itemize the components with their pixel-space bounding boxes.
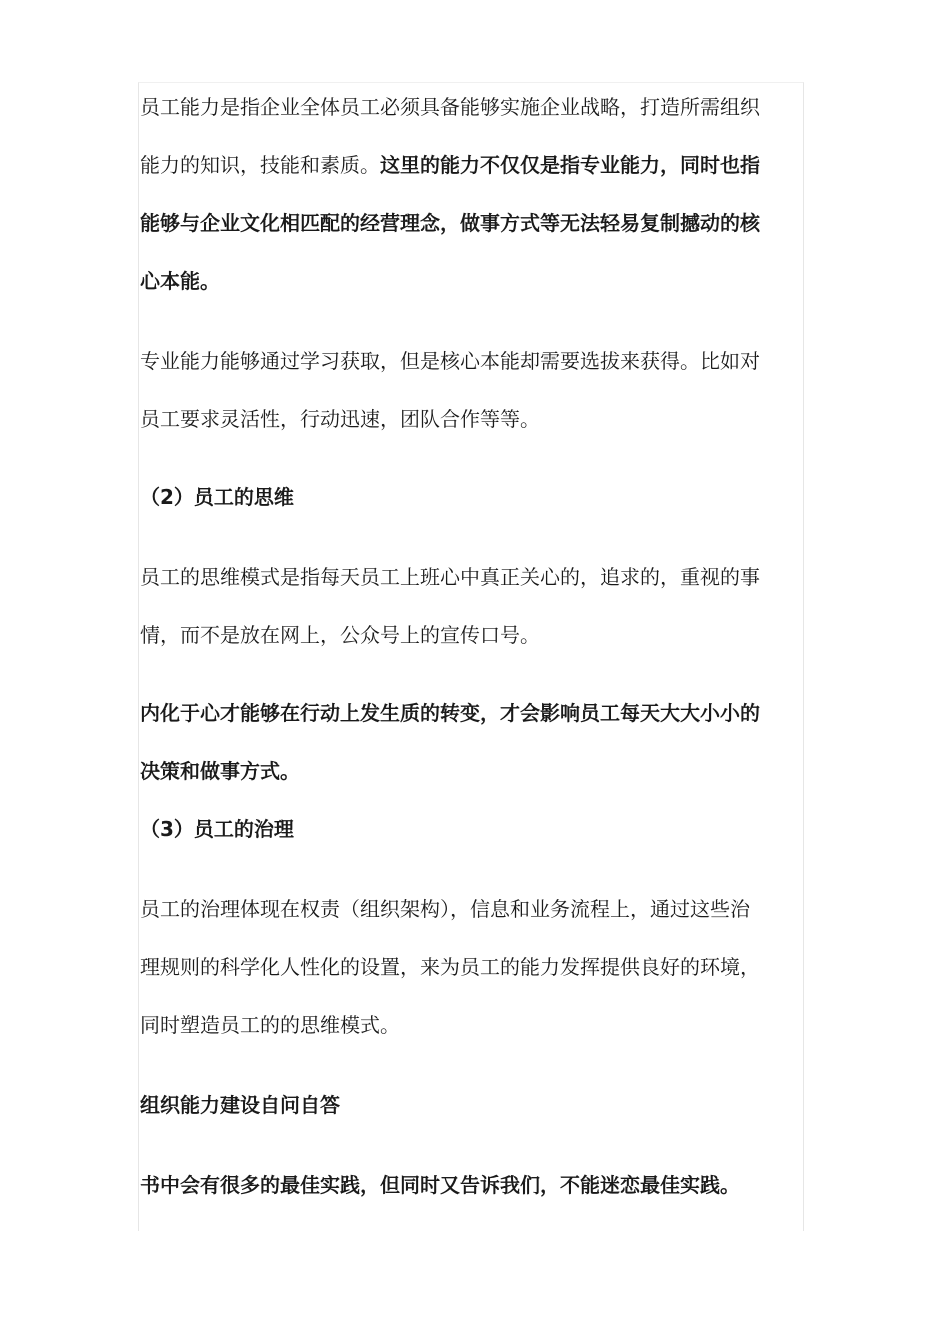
text-line bbox=[140, 136, 812, 194]
bold-text-line: 书中会有很多的最佳实践，但同时又告诉我们，不能迷恋最佳实践。 bbox=[140, 1173, 740, 1197]
text-fragment: 能力的知识，技能和素质。 bbox=[140, 153, 380, 177]
text-line: 理规则的科学化人性化的设置，来为员工的能力发挥提供良好的环境， bbox=[140, 955, 760, 979]
text-line: 专业能力能够通过学习获取，但是核心本能却需要选拔来获得。比如对 bbox=[140, 349, 760, 373]
heading-employee-thinking bbox=[140, 468, 812, 526]
heading-employee-governance bbox=[140, 800, 812, 858]
paragraph-governance bbox=[140, 880, 812, 1054]
paragraph-professional-ability bbox=[140, 332, 812, 448]
bold-emphasis: 这里的能力不仅仅是指专业能力，同时也指 bbox=[380, 153, 760, 177]
text-line: 同时塑造员工的的思维模式。 bbox=[140, 1013, 400, 1037]
bold-text-line: 心本能。 bbox=[140, 269, 220, 293]
bold-text-line: 能够与企业文化相匹配的经营理念，做事方式等无法轻易复制撼动的核 bbox=[140, 211, 760, 235]
paragraph-thinking-mode bbox=[140, 548, 812, 664]
text-line: 员工要求灵活性，行动迅速，团队合作等等。 bbox=[140, 407, 540, 431]
bold-text-line: 内化于心才能够在行动上发生质的转变，才会影响员工每天大大小小的 bbox=[140, 701, 760, 725]
heading-text: （2）员工的思维 bbox=[140, 485, 294, 509]
paragraph-internalize bbox=[140, 684, 812, 800]
paragraph-employee-ability bbox=[140, 78, 812, 310]
heading-text: （3）员工的治理 bbox=[140, 817, 294, 841]
heading-text: 组织能力建设自问自答 bbox=[140, 1093, 340, 1117]
text-line: 员工的治理体现在权责（组织架构），信息和业务流程上，通过这些治 bbox=[140, 897, 750, 921]
text-line: 员工能力是指企业全体员工必须具备能够实施企业战略，打造所需组织 bbox=[140, 95, 760, 119]
text-line: 员工的思维模式是指每天员工上班心中真正关心的，追求的，重视的事 bbox=[140, 565, 760, 589]
paragraph-best-practice bbox=[140, 1156, 812, 1214]
text-line: 情，而不是放在网上，公众号上的宣传口号。 bbox=[140, 623, 540, 647]
bold-text-line: 决策和做事方式。 bbox=[140, 759, 300, 783]
document-body bbox=[140, 78, 812, 1214]
heading-section-qa bbox=[140, 1076, 812, 1134]
